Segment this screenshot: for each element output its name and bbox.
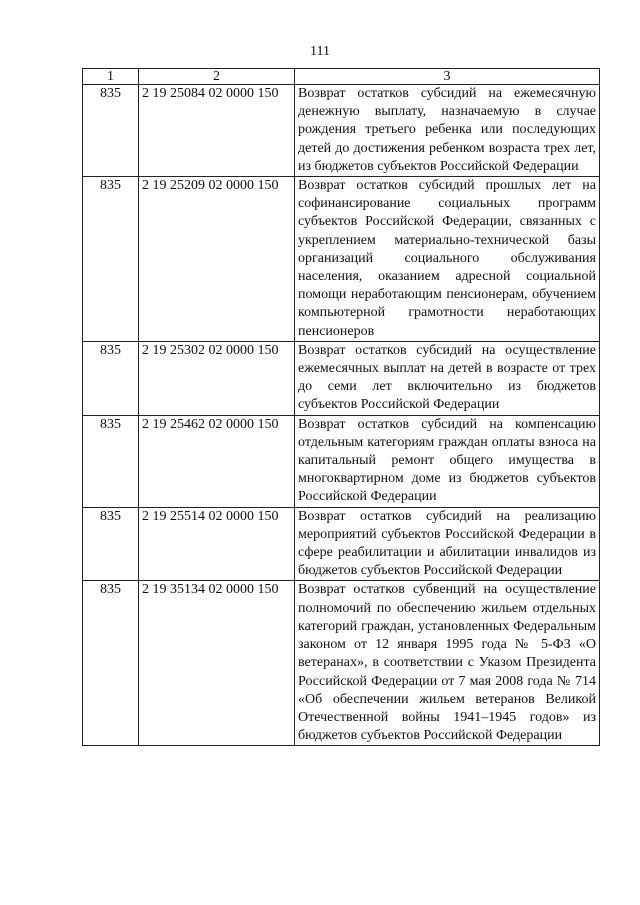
table-row [83, 507, 600, 581]
kbk-code-cell: 2 19 25084 02 0000 150 [139, 85, 295, 177]
admin-code-cell: 835 [83, 507, 139, 581]
kbk-code-cell: 2 19 25209 02 0000 150 [139, 177, 295, 342]
admin-code-cell: 835 [83, 581, 139, 746]
description-cell: Возврат остатков субсидий на компенсацию отдельным категориям граждан оплаты взноса на капитальный ремонт общего имущества в многоквартирном доме из бюджетов субъектов Российской Федерации [295, 415, 600, 507]
column-header-3: 3 [295, 69, 600, 85]
column-header-1: 1 [83, 69, 139, 85]
page-number: 111 [310, 44, 330, 59]
admin-code-cell: 835 [83, 85, 139, 177]
admin-code-cell: 835 [83, 415, 139, 507]
table-row [83, 177, 600, 342]
kbk-code-cell: 2 19 25514 02 0000 150 [139, 507, 295, 581]
table-row [83, 415, 600, 507]
kbk-code-cell: 2 19 25462 02 0000 150 [139, 415, 295, 507]
table-row [83, 581, 600, 746]
kbk-code-cell: 2 19 35134 02 0000 150 [139, 581, 295, 746]
description-cell: Возврат остатков субсидий на ежемесячную денежную выплату, назначаемую в случае рождения третьего ребенка или последующих детей до достижения ребенком возраста трех лет, из бюджетов субъектов Российской Федерации [295, 85, 600, 177]
description-cell: Возврат остатков субсидий на реализацию мероприятий субъектов Российской Федерации в сфере реабилитации и абилитации инвалидов из бюджетов субъектов Российской Федерации [295, 507, 600, 581]
kbk-code-cell: 2 19 25302 02 0000 150 [139, 341, 295, 415]
table-row [83, 85, 600, 177]
column-header-2: 2 [139, 69, 295, 85]
description-cell: Возврат остатков субсидий на осуществление ежемесячных выплат на детей в возрасте от трех до семи лет включительно из бюджетов субъектов Российской Федерации [295, 341, 600, 415]
description-cell: Возврат остатков субвенций на осуществление полномочий по обеспечению жильем отдельных категорий граждан, установленных Федеральным законом от 12 января 1995 года № 5-ФЗ «О ветеранах», в соответствии с Указом Президента Российской Федерации от 7 мая 2008 года № 714 «Об обеспечении жильем ветеранов Великой Отечественной войны 1941–1945 годов» из бюджетов субъектов Российской Федерации [295, 581, 600, 746]
description-cell: Возврат остатков субсидий прошлых лет на софинансирование социальных программ субъектов Российской Федерации, связанных с укреплением материально-технической базы организаций социального обслуживания населения, оказанием адресной социальной помощи неработающим пенсионерам, обучением компьютерной грамотности неработающих пенсионеров [295, 177, 600, 342]
budget-codes-table [82, 68, 600, 746]
admin-code-cell: 835 [83, 341, 139, 415]
table-row [83, 341, 600, 415]
table-header-row [83, 69, 600, 85]
admin-code-cell: 835 [83, 177, 139, 342]
